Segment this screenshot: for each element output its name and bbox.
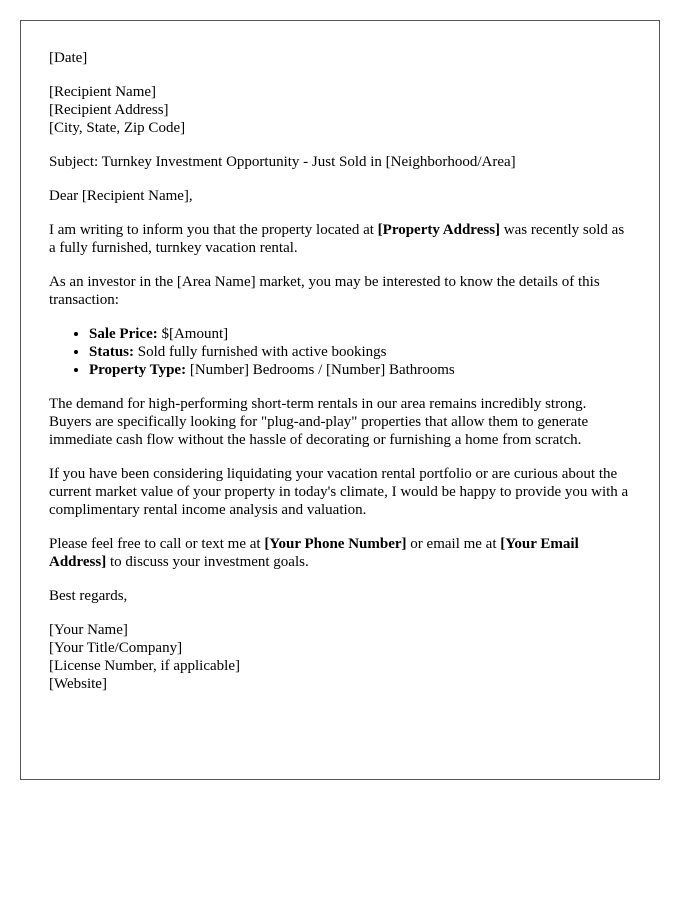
phone-placeholder: [Your Phone Number] <box>264 536 407 552</box>
contact-text-middle: or email me at <box>406 536 501 552</box>
intro-text-after: was recently sold as a fully furnished, turnkey vacation rental. <box>49 222 625 256</box>
letter-page <box>20 20 660 780</box>
signature-block <box>49 621 631 693</box>
closing-line: Best regards, <box>49 588 128 604</box>
signature-license: [License Number, if applicable] <box>49 658 240 674</box>
letter-subject: Subject: Turnkey Investment Opportunity - Just Sold in [Neighborhood/Area] <box>49 154 516 170</box>
recipient-block <box>49 83 631 137</box>
list-item-property-type <box>89 361 631 379</box>
contact-text-before: Please feel free to call or text me at <box>49 536 265 552</box>
list-item-status <box>89 343 631 361</box>
signature-website: [Website] <box>49 676 107 692</box>
contact-text-after: to discuss your investment goals. <box>106 554 309 570</box>
letter-date: [Date] <box>49 50 88 66</box>
recipient-city-state-zip: [City, State, Zip Code] <box>49 120 186 136</box>
detail-label: Status: <box>89 344 135 360</box>
signature-title: [Your Title/Company] <box>49 640 183 656</box>
detail-value: $[Amount] <box>157 326 229 342</box>
detail-value: [Number] Bedrooms / [Number] Bathrooms <box>186 362 455 378</box>
contact-paragraph <box>49 535 631 571</box>
demand-paragraph: The demand for high-performing short-term rentals in our area remains incredibly strong. Buyers are specifically looking for "plug-and-play" properties that allow them to generate immediate cash flow without the hassle of decorating or furnishing a home from scratch. <box>49 396 589 448</box>
signature-name: [Your Name] <box>49 622 128 638</box>
intro-text-before: I am writing to inform you that the property located at <box>49 222 378 238</box>
transaction-details-list <box>49 325 631 379</box>
investor-paragraph: As an investor in the [Area Name] market, you may be interested to know the details of this transaction: <box>49 274 600 308</box>
email-placeholder: [Your Email Address] <box>49 536 579 570</box>
list-item-sale-price <box>89 325 631 343</box>
recipient-address: [Recipient Address] <box>49 102 169 118</box>
letter-greeting: Dear [Recipient Name], <box>49 188 193 204</box>
detail-value: Sold fully furnished with active bookings <box>134 344 387 360</box>
intro-paragraph <box>49 221 631 257</box>
detail-label: Property Type: <box>89 362 187 378</box>
property-address: [Property Address] <box>377 222 501 238</box>
offer-paragraph: If you have been considering liquidating your vacation rental portfolio or are curious about the current market value of your property in today's climate, I would be happy to provide you with a complimentary rental income analysis and valuation. <box>49 466 629 518</box>
recipient-name: [Recipient Name] <box>49 84 157 100</box>
detail-label: Sale Price: <box>89 326 158 342</box>
